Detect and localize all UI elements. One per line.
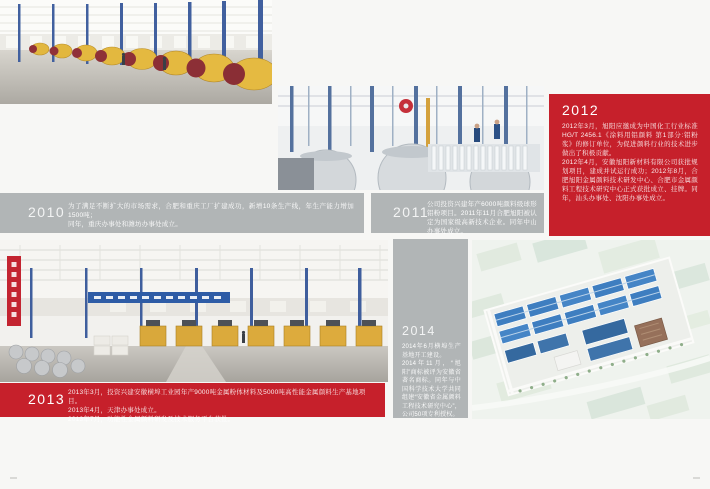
timeline-2014-paragraph-2: 2014年11月，“旭阳”商标被评为安徽省著名商标。同年与中国科学技术大学共同组建“安徽省金属颜料工程技术研究中心”，公司50项专利授权。 [402, 361, 461, 418]
equipment-hall-illustration [278, 86, 544, 190]
year-label-2012: 2012 [562, 102, 600, 118]
production-hall-photo [0, 240, 388, 382]
timeline-2013-line-3: 2013年7月，功能性金属颜料研发及技术服务平台获批。 [68, 416, 235, 423]
aerial-campus-photo [472, 240, 710, 419]
ball-mill-workshop-photo [0, 0, 272, 104]
filter-press-workshop-photo [278, 86, 544, 190]
timeline-text-2013 [68, 388, 376, 424]
timeline-block-2012 [549, 94, 710, 236]
timeline-2012-paragraph-1: 2012年3月，旭阳应邀成为中国化工行业标准HG/T 2456.1《涂料用铝颜料 第1部分:铝粉浆》的修订单位，为促进颜料行业的技术进步做出了积极贡献。 [562, 123, 698, 157]
blue-slogan-banner [88, 292, 230, 303]
timeline-text-2011 [427, 200, 537, 236]
year-label-2014: 2014 [402, 324, 436, 338]
timeline-2010-paragraph-1: 为了满足不断扩大的市场需求，合肥和重庆工厂扩建成功，新增10条生产线，年生产能力增加1500吨； [68, 203, 354, 219]
factory-interior-illustration [0, 0, 272, 104]
timeline-text-2014 [402, 343, 461, 420]
aerial-campus-illustration [472, 240, 710, 419]
timeline-band-2011 [371, 193, 544, 233]
year-label-2011: 2011 [393, 204, 430, 220]
timeline-text-2012 [562, 122, 698, 203]
timeline-2013-line-2: 2013年4月，天津办事处成立。 [68, 407, 161, 414]
timeline-2014-paragraph-1: 2014年6月横埠生产基地开工建设。 [402, 344, 461, 359]
timeline-2013-line-1: 2013年3月，投资兴建安徽横埠工业园年产9000吨金属粉体材料及5000吨高性能金属颜料生产基地项目。 [68, 389, 366, 405]
page-number-right [693, 477, 700, 479]
year-label-2010: 2010 [28, 204, 66, 220]
timeline-text-2010 [68, 202, 354, 229]
timeline-band-2010 [0, 193, 364, 233]
red-safety-banner [7, 256, 21, 326]
year-label-2013: 2013 [28, 391, 66, 407]
timeline-band-2013 [0, 383, 385, 423]
yellow-pipe [426, 98, 430, 152]
production-hall-illustration [0, 240, 388, 382]
timeline-2011-paragraph-1: 公司投资兴建年产6000吨颜料级球形铝粉项目。2011年11月合肥旭阳被认定为国家级高新技术企业。同年中山办事处成立。 [427, 201, 537, 235]
timeline-2010-paragraph-2: 同年，重庆办事处和潍坊办事处成立。 [68, 221, 182, 228]
timeline-block-2014 [393, 239, 468, 418]
timeline-2012-paragraph-2: 2012年4月，安徽旭阳新材料有限公司获批规划项目，建成并试运行成功；2012年8月，合肥旭阳金属颜料技术研发中心、合肥市金属颜料工程技术研究中心正式获批成立、挂牌。同年，汕头办事处、沈阳办事处成立。 [562, 159, 698, 202]
page-number-left [10, 477, 17, 479]
